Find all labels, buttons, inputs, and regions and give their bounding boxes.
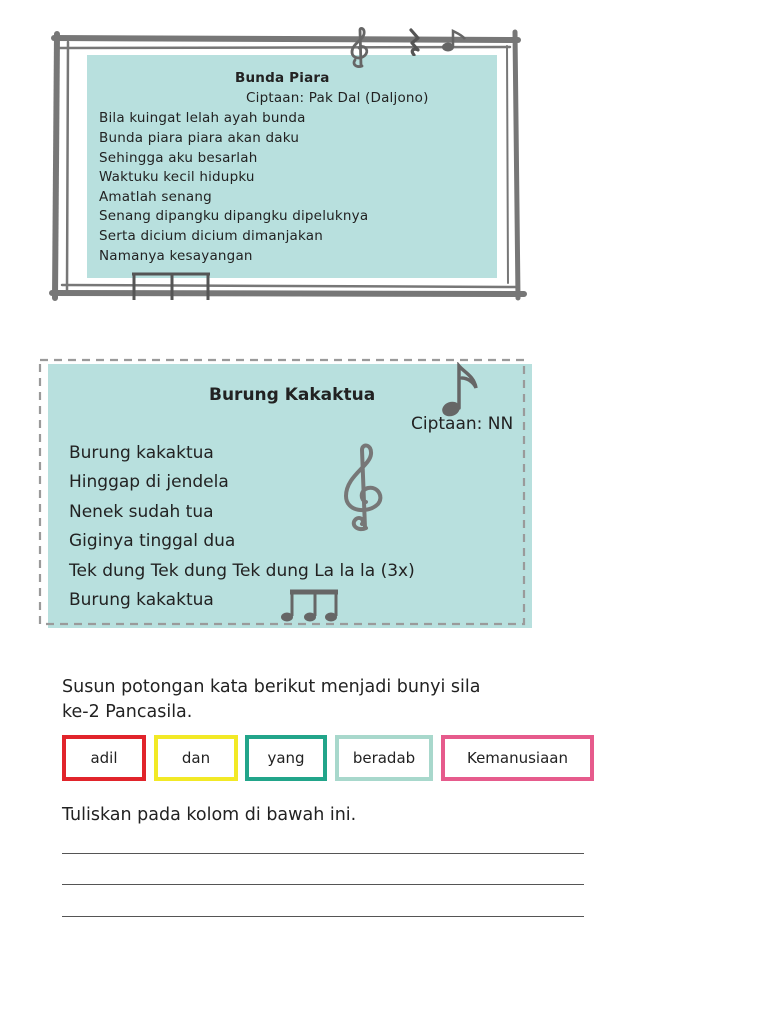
song-1-title: Bunda Piara xyxy=(235,70,330,86)
answer-line-2[interactable] xyxy=(62,884,584,885)
song-1-lyric-line: Amatlah senang xyxy=(99,189,212,205)
answer-line-3[interactable] xyxy=(62,916,584,917)
song-2-lyric-line: Burung kakaktua xyxy=(69,590,214,610)
eighth-note-icon xyxy=(440,28,468,54)
word-chip-kemanusiaan[interactable]: Kemanusiaan xyxy=(441,735,594,781)
song-2-credit: Ciptaan: NN xyxy=(411,414,514,434)
song-2-lyric-line: Hinggap di jendela xyxy=(69,472,229,492)
word-chip-yang[interactable]: yang xyxy=(245,735,327,781)
quarter-rest-icon xyxy=(404,28,424,56)
exercise-instruction-continued: ke-2 Pancasila. xyxy=(62,702,193,722)
beamed-notes-icon xyxy=(278,586,340,624)
word-chip-beradab[interactable]: beradab xyxy=(335,735,433,781)
music-note-icon xyxy=(440,362,480,420)
word-chip-adil[interactable]: adil xyxy=(62,735,146,781)
treble-clef-icon xyxy=(346,26,376,70)
song-1-lyric-line: Sehingga aku besarlah xyxy=(99,150,258,166)
song-1-lyric-line: Namanya kesayangan xyxy=(99,248,253,264)
exercise-instruction: Susun potongan kata berikut menjadi bunyi sila xyxy=(62,677,481,697)
song-2-title: Burung Kakaktua xyxy=(209,385,376,405)
song-2-lyric-line: Tek dung Tek dung Tek dung La la la (3x) xyxy=(69,561,415,581)
treble-clef-icon xyxy=(340,442,392,534)
song-1-card xyxy=(87,55,497,278)
song-1-lyric-line: Bunda piara piara akan daku xyxy=(99,130,300,146)
word-chip-dan[interactable]: dan xyxy=(154,735,238,781)
beamed-notes-icon xyxy=(126,268,216,302)
song-1-credit: Ciptaan: Pak Dal (Daljono) xyxy=(246,90,429,106)
song-2-lyric-line: Nenek sudah tua xyxy=(69,502,214,522)
song-1-lyric-line: Bila kuingat lelah ayah bunda xyxy=(99,110,306,126)
song-2-lyric-line: Burung kakaktua xyxy=(69,443,214,463)
write-instruction: Tuliskan pada kolom di bawah ini. xyxy=(62,805,357,825)
song-1-lyric-line: Waktuku kecil hidupku xyxy=(99,169,255,185)
song-2-lyric-line: Giginya tinggal dua xyxy=(69,531,236,551)
answer-line-1[interactable] xyxy=(62,853,584,854)
song-1-lyric-line: Serta dicium dicium dimanjakan xyxy=(99,228,323,244)
song-1-lyric-line: Senang dipangku dipangku dipeluknya xyxy=(99,208,369,224)
